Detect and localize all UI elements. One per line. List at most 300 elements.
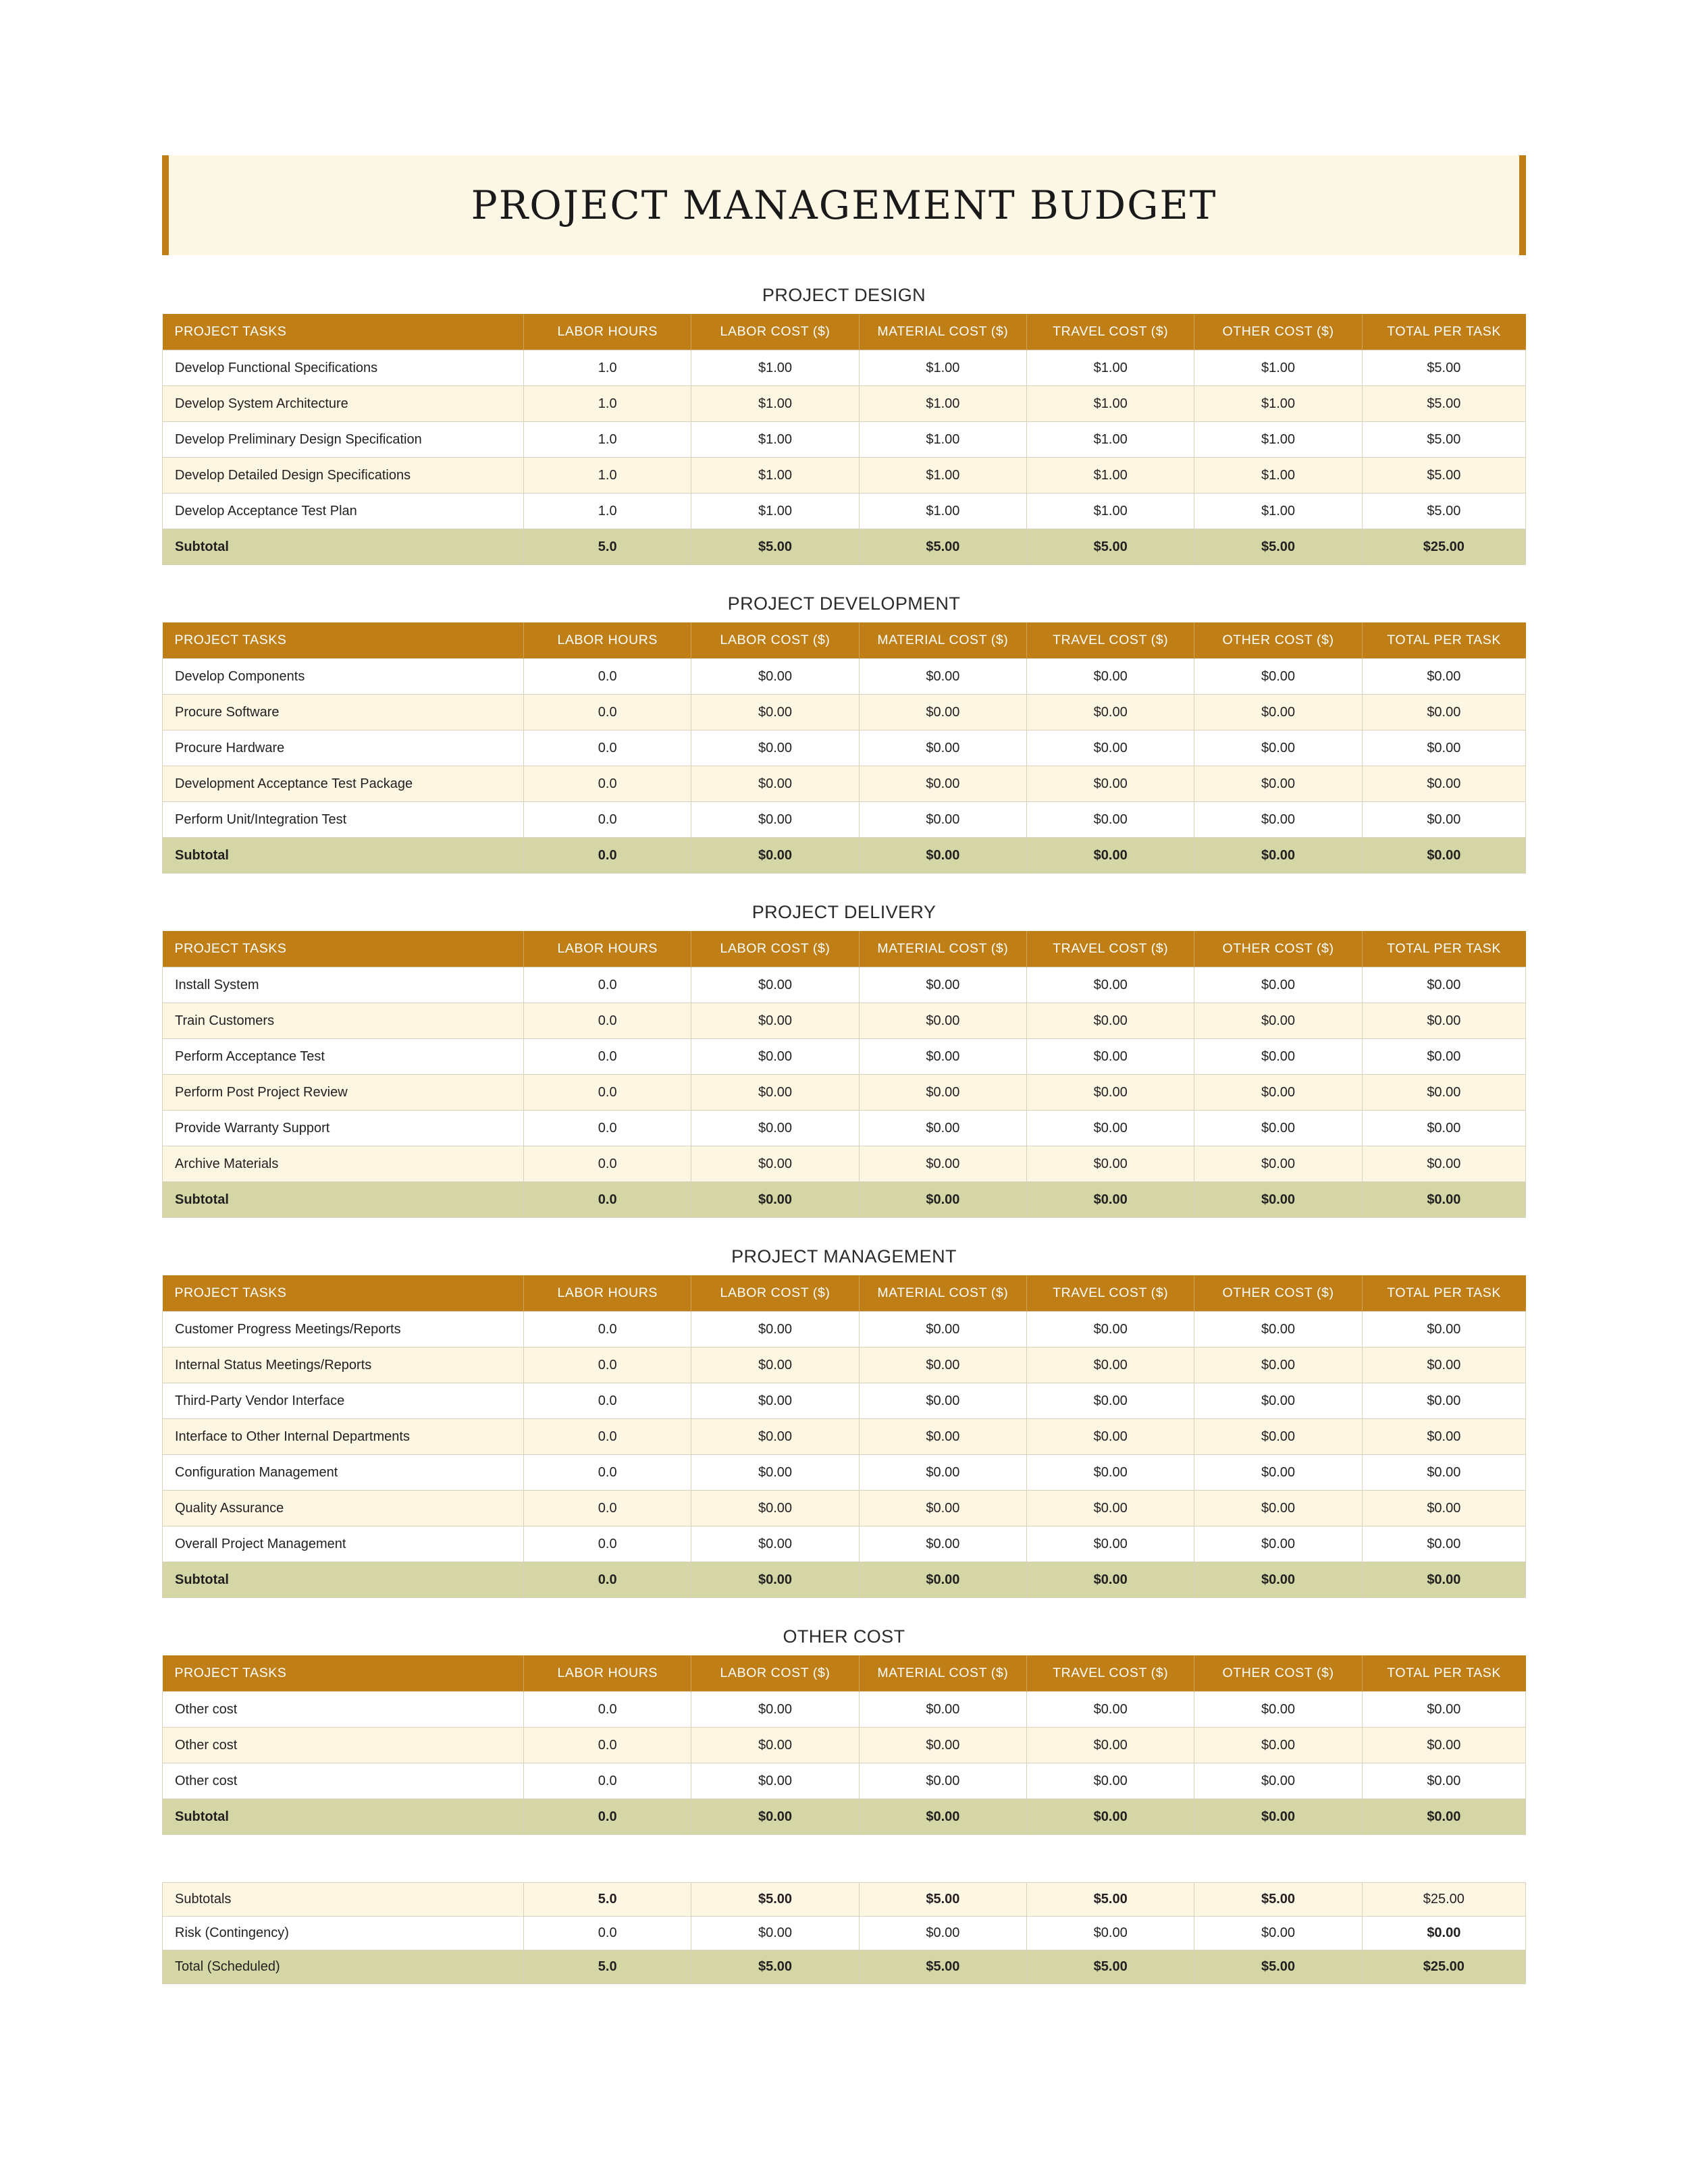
value-cell: 0.0 xyxy=(524,695,691,730)
value-cell: $0.00 xyxy=(1194,1111,1362,1146)
budget-section xyxy=(162,1241,1526,1598)
column-header: MATERIAL COST ($) xyxy=(859,314,1026,350)
value-cell: $1.00 xyxy=(1194,350,1362,386)
value-cell: $5.00 xyxy=(1362,422,1525,458)
subtotal-value: $0.00 xyxy=(859,1182,1026,1218)
value-cell: $0.00 xyxy=(859,1763,1026,1799)
value-cell: $0.00 xyxy=(1194,1728,1362,1763)
value-cell: $0.00 xyxy=(1362,1312,1525,1348)
value-cell: $0.00 xyxy=(859,1383,1026,1419)
value-cell: 0.0 xyxy=(524,1003,691,1039)
task-name-cell: Other cost xyxy=(163,1692,524,1728)
column-header: OTHER COST ($) xyxy=(1194,1275,1362,1312)
table-row xyxy=(163,1039,1526,1075)
column-header: LABOR HOURS xyxy=(524,622,691,659)
column-header: TOTAL PER TASK xyxy=(1362,931,1525,967)
value-cell: 1.0 xyxy=(524,494,691,529)
task-name-cell: Install System xyxy=(163,967,524,1003)
value-cell: $0.00 xyxy=(1362,1728,1525,1763)
value-cell: $0.00 xyxy=(1362,1692,1525,1728)
table-row xyxy=(163,730,1526,766)
value-cell: $0.00 xyxy=(1362,802,1525,838)
value-cell: $0.00 xyxy=(1194,695,1362,730)
value-cell: $0.00 xyxy=(1194,1383,1362,1419)
table-header-row xyxy=(163,622,1526,659)
subtotal-value: $0.00 xyxy=(859,838,1026,874)
value-cell: $0.00 xyxy=(1027,1075,1194,1111)
table-row xyxy=(163,1692,1526,1728)
value-cell: $0.00 xyxy=(691,730,859,766)
subtotal-value: $0.00 xyxy=(691,1182,859,1218)
value-cell: $0.00 xyxy=(859,766,1026,802)
column-header: MATERIAL COST ($) xyxy=(859,1275,1026,1312)
subtotal-row xyxy=(163,838,1526,874)
value-cell: $0.00 xyxy=(1027,1146,1194,1182)
column-header: LABOR HOURS xyxy=(524,931,691,967)
value-cell: 1.0 xyxy=(524,458,691,494)
value-cell: $1.00 xyxy=(859,386,1026,422)
table-header-row xyxy=(163,931,1526,967)
value-cell: 0.0 xyxy=(524,1312,691,1348)
value-cell: $0.00 xyxy=(1027,1526,1194,1562)
section-title: OTHER COST xyxy=(783,1626,905,1647)
value-cell: $0.00 xyxy=(1194,802,1362,838)
subtotal-value: $0.00 xyxy=(691,1562,859,1598)
value-cell: $0.00 xyxy=(1027,1312,1194,1348)
table-row xyxy=(163,1383,1526,1419)
totals-value: 5.0 xyxy=(524,1883,691,1917)
totals-value: $5.00 xyxy=(859,1950,1026,1984)
value-cell: $0.00 xyxy=(691,1491,859,1526)
table-header-row xyxy=(163,1655,1526,1692)
value-cell: 0.0 xyxy=(524,1763,691,1799)
task-name-cell: Internal Status Meetings/Reports xyxy=(163,1348,524,1383)
value-cell: $0.00 xyxy=(691,1526,859,1562)
value-cell: 0.0 xyxy=(524,1491,691,1526)
subtotal-value: $0.00 xyxy=(1027,1182,1194,1218)
column-header: OTHER COST ($) xyxy=(1194,1655,1362,1692)
table-row xyxy=(163,1728,1526,1763)
totals-label: Total (Scheduled) xyxy=(163,1950,524,1984)
value-cell: 0.0 xyxy=(524,1526,691,1562)
value-cell: $0.00 xyxy=(1027,967,1194,1003)
column-header: OTHER COST ($) xyxy=(1194,622,1362,659)
subtotal-value: 0.0 xyxy=(524,1562,691,1598)
column-header: LABOR COST ($) xyxy=(691,1655,859,1692)
subtotal-value: $0.00 xyxy=(1027,838,1194,874)
value-cell: 0.0 xyxy=(524,802,691,838)
subtotal-label: Subtotal xyxy=(163,1182,524,1218)
section-title: PROJECT DELIVERY xyxy=(751,902,937,922)
section-title: PROJECT MANAGEMENT xyxy=(731,1246,957,1267)
subtotal-value: $0.00 xyxy=(1362,1182,1525,1218)
budget-table xyxy=(162,314,1526,565)
subtotal-value: $0.00 xyxy=(1027,1799,1194,1835)
value-cell: $0.00 xyxy=(1362,766,1525,802)
totals-value: $25.00 xyxy=(1362,1883,1525,1917)
title-banner xyxy=(162,155,1526,255)
value-cell: $0.00 xyxy=(1362,730,1525,766)
value-cell: $0.00 xyxy=(1194,1075,1362,1111)
task-name-cell: Develop Components xyxy=(163,659,524,695)
task-name-cell: Procure Software xyxy=(163,695,524,730)
subtotal-value: $0.00 xyxy=(691,838,859,874)
value-cell: $0.00 xyxy=(1194,1312,1362,1348)
column-header: PROJECT TASKS xyxy=(163,1275,524,1312)
task-name-cell: Perform Unit/Integration Test xyxy=(163,802,524,838)
budget-table xyxy=(162,1275,1526,1598)
subtotal-value: $0.00 xyxy=(1194,1562,1362,1598)
value-cell: $1.00 xyxy=(1194,494,1362,529)
value-cell: $1.00 xyxy=(691,350,859,386)
value-cell: $0.00 xyxy=(859,730,1026,766)
value-cell: $0.00 xyxy=(1027,1692,1194,1728)
totals-value: $5.00 xyxy=(691,1950,859,1984)
value-cell: $0.00 xyxy=(859,1728,1026,1763)
table-row xyxy=(163,1763,1526,1799)
subtotal-value: $0.00 xyxy=(1194,1799,1362,1835)
value-cell: $0.00 xyxy=(691,695,859,730)
task-name-cell: Provide Warranty Support xyxy=(163,1111,524,1146)
value-cell: $5.00 xyxy=(1362,458,1525,494)
value-cell: 0.0 xyxy=(524,1455,691,1491)
value-cell: $0.00 xyxy=(1362,1455,1525,1491)
column-header: PROJECT TASKS xyxy=(163,931,524,967)
budget-section xyxy=(162,279,1526,565)
column-header: TRAVEL COST ($) xyxy=(1027,1655,1194,1692)
value-cell: $0.00 xyxy=(1362,1075,1525,1111)
value-cell: $1.00 xyxy=(1194,386,1362,422)
subtotal-value: $0.00 xyxy=(1194,1182,1362,1218)
table-row xyxy=(163,1111,1526,1146)
value-cell: $0.00 xyxy=(1027,1039,1194,1075)
value-cell: $0.00 xyxy=(1027,1383,1194,1419)
value-cell: $0.00 xyxy=(859,1312,1026,1348)
value-cell: $1.00 xyxy=(691,458,859,494)
budget-section xyxy=(162,897,1526,1218)
totals-value: $0.00 xyxy=(1194,1917,1362,1950)
subtotal-value: 0.0 xyxy=(524,838,691,874)
value-cell: $0.00 xyxy=(859,1003,1026,1039)
value-cell: $0.00 xyxy=(1027,659,1194,695)
subtotal-row xyxy=(163,1562,1526,1598)
value-cell: 0.0 xyxy=(524,659,691,695)
subtotal-value: $5.00 xyxy=(1027,529,1194,565)
value-cell: $0.00 xyxy=(691,1312,859,1348)
value-cell: $0.00 xyxy=(1362,967,1525,1003)
value-cell: $0.00 xyxy=(691,1003,859,1039)
totals-value: $25.00 xyxy=(1362,1950,1525,1984)
value-cell: $0.00 xyxy=(691,1039,859,1075)
value-cell: 0.0 xyxy=(524,1692,691,1728)
value-cell: $0.00 xyxy=(1362,659,1525,695)
task-name-cell: Develop Acceptance Test Plan xyxy=(163,494,524,529)
value-cell: $0.00 xyxy=(859,1692,1026,1728)
table-row xyxy=(163,350,1526,386)
value-cell: $0.00 xyxy=(859,1526,1026,1562)
task-name-cell: Develop Functional Specifications xyxy=(163,350,524,386)
value-cell: $0.00 xyxy=(1194,730,1362,766)
totals-value: $5.00 xyxy=(859,1883,1026,1917)
subtotal-value: $0.00 xyxy=(859,1562,1026,1598)
section-title: PROJECT DEVELOPMENT xyxy=(727,593,961,614)
task-name-cell: Third-Party Vendor Interface xyxy=(163,1383,524,1419)
totals-label: Subtotals xyxy=(163,1883,524,1917)
budget-table xyxy=(162,931,1526,1218)
value-cell: $0.00 xyxy=(691,1146,859,1182)
totals-row xyxy=(163,1917,1526,1950)
totals-value: $0.00 xyxy=(1362,1917,1525,1950)
column-header: TOTAL PER TASK xyxy=(1362,314,1525,350)
table-row xyxy=(163,766,1526,802)
value-cell: $1.00 xyxy=(691,422,859,458)
task-name-cell: Train Customers xyxy=(163,1003,524,1039)
value-cell: $1.00 xyxy=(1194,458,1362,494)
column-header: LABOR HOURS xyxy=(524,314,691,350)
column-header: LABOR COST ($) xyxy=(691,622,859,659)
column-header: OTHER COST ($) xyxy=(1194,931,1362,967)
task-name-cell: Development Acceptance Test Package xyxy=(163,766,524,802)
task-name-cell: Configuration Management xyxy=(163,1455,524,1491)
value-cell: $1.00 xyxy=(859,422,1026,458)
value-cell: $0.00 xyxy=(859,1491,1026,1526)
column-header: PROJECT TASKS xyxy=(163,622,524,659)
section-title: PROJECT DESIGN xyxy=(762,285,926,305)
totals-label: Risk (Contingency) xyxy=(163,1917,524,1950)
table-row xyxy=(163,386,1526,422)
value-cell: $0.00 xyxy=(1194,1455,1362,1491)
value-cell: 0.0 xyxy=(524,1075,691,1111)
subtotal-value: $25.00 xyxy=(1362,529,1525,565)
subtotal-value: $0.00 xyxy=(1362,1562,1525,1598)
totals-table xyxy=(162,1882,1526,1984)
table-row xyxy=(163,1419,1526,1455)
table-row xyxy=(163,1491,1526,1526)
value-cell: $0.00 xyxy=(1194,1003,1362,1039)
column-header: MATERIAL COST ($) xyxy=(859,931,1026,967)
value-cell: $0.00 xyxy=(691,1348,859,1383)
value-cell: $5.00 xyxy=(1362,350,1525,386)
value-cell: $0.00 xyxy=(1027,766,1194,802)
value-cell: $1.00 xyxy=(1194,422,1362,458)
value-cell: $0.00 xyxy=(1362,1039,1525,1075)
value-cell: $1.00 xyxy=(1027,422,1194,458)
value-cell: $0.00 xyxy=(691,1111,859,1146)
totals-value: $0.00 xyxy=(859,1917,1026,1950)
totals-block xyxy=(162,1882,1526,1984)
value-cell: 0.0 xyxy=(524,1111,691,1146)
value-cell: $0.00 xyxy=(1027,1003,1194,1039)
value-cell: $0.00 xyxy=(1362,1491,1525,1526)
subtotal-value: 0.0 xyxy=(524,1799,691,1835)
column-header: OTHER COST ($) xyxy=(1194,314,1362,350)
table-row xyxy=(163,1526,1526,1562)
column-header: PROJECT TASKS xyxy=(163,314,524,350)
totals-value: $5.00 xyxy=(1194,1883,1362,1917)
column-header: LABOR HOURS xyxy=(524,1275,691,1312)
column-header: LABOR COST ($) xyxy=(691,1275,859,1312)
value-cell: $0.00 xyxy=(691,967,859,1003)
column-header: LABOR COST ($) xyxy=(691,931,859,967)
totals-row xyxy=(163,1883,1526,1917)
subtotal-value: $0.00 xyxy=(1362,1799,1525,1835)
subtotal-label: Subtotal xyxy=(163,1562,524,1598)
task-name-cell: Perform Acceptance Test xyxy=(163,1039,524,1075)
column-header: PROJECT TASKS xyxy=(163,1655,524,1692)
totals-value: 0.0 xyxy=(524,1917,691,1950)
value-cell: $0.00 xyxy=(691,1763,859,1799)
value-cell: $0.00 xyxy=(1027,730,1194,766)
subtotal-label: Subtotal xyxy=(163,529,524,565)
value-cell: $0.00 xyxy=(1194,1039,1362,1075)
column-header: TRAVEL COST ($) xyxy=(1027,931,1194,967)
budget-section xyxy=(162,1621,1526,1835)
table-row xyxy=(163,967,1526,1003)
column-header: LABOR HOURS xyxy=(524,1655,691,1692)
subtotal-row xyxy=(163,1799,1526,1835)
value-cell: $1.00 xyxy=(859,458,1026,494)
value-cell: $0.00 xyxy=(1194,1146,1362,1182)
subtotal-value: $0.00 xyxy=(1194,838,1362,874)
value-cell: $0.00 xyxy=(691,659,859,695)
table-row xyxy=(163,1075,1526,1111)
value-cell: $5.00 xyxy=(1362,494,1525,529)
table-row xyxy=(163,1455,1526,1491)
value-cell: 1.0 xyxy=(524,350,691,386)
table-row xyxy=(163,1003,1526,1039)
subtotal-row xyxy=(163,1182,1526,1218)
value-cell: $0.00 xyxy=(1027,1455,1194,1491)
totals-value: $5.00 xyxy=(1194,1950,1362,1984)
value-cell: $0.00 xyxy=(691,802,859,838)
subtotal-value: $0.00 xyxy=(691,1799,859,1835)
value-cell: $0.00 xyxy=(1194,1763,1362,1799)
value-cell: $0.00 xyxy=(1194,659,1362,695)
value-cell: $0.00 xyxy=(691,1692,859,1728)
task-name-cell: Develop System Architecture xyxy=(163,386,524,422)
table-row xyxy=(163,1348,1526,1383)
column-header: MATERIAL COST ($) xyxy=(859,1655,1026,1692)
value-cell: $0.00 xyxy=(859,967,1026,1003)
value-cell: $0.00 xyxy=(1194,967,1362,1003)
value-cell: $0.00 xyxy=(1194,1491,1362,1526)
value-cell: $0.00 xyxy=(1027,695,1194,730)
task-name-cell: Develop Detailed Design Specifications xyxy=(163,458,524,494)
subtotal-label: Subtotal xyxy=(163,838,524,874)
value-cell: 0.0 xyxy=(524,1419,691,1455)
value-cell: 0.0 xyxy=(524,766,691,802)
value-cell: $0.00 xyxy=(691,1383,859,1419)
task-name-cell: Overall Project Management xyxy=(163,1526,524,1562)
value-cell: $0.00 xyxy=(1362,1383,1525,1419)
task-name-cell: Interface to Other Internal Departments xyxy=(163,1419,524,1455)
value-cell: $0.00 xyxy=(859,1039,1026,1075)
value-cell: 1.0 xyxy=(524,422,691,458)
value-cell: $1.00 xyxy=(691,386,859,422)
value-cell: $0.00 xyxy=(1027,1348,1194,1383)
value-cell: $0.00 xyxy=(691,1728,859,1763)
table-row xyxy=(163,458,1526,494)
value-cell: $1.00 xyxy=(859,350,1026,386)
subtotal-value: 5.0 xyxy=(524,529,691,565)
subtotal-value: $5.00 xyxy=(1194,529,1362,565)
value-cell: 0.0 xyxy=(524,1728,691,1763)
task-name-cell: Other cost xyxy=(163,1728,524,1763)
value-cell: 1.0 xyxy=(524,386,691,422)
value-cell: $0.00 xyxy=(691,1455,859,1491)
table-header-row xyxy=(163,1275,1526,1312)
totals-value: $0.00 xyxy=(691,1917,859,1950)
value-cell: $0.00 xyxy=(1027,1419,1194,1455)
value-cell: $0.00 xyxy=(859,695,1026,730)
value-cell: $0.00 xyxy=(1362,1419,1525,1455)
value-cell: $1.00 xyxy=(1027,386,1194,422)
value-cell: $0.00 xyxy=(1362,1146,1525,1182)
page-title: PROJECT MANAGEMENT BUDGET xyxy=(471,182,1217,228)
subtotal-value: $0.00 xyxy=(1362,838,1525,874)
column-header: TRAVEL COST ($) xyxy=(1027,314,1194,350)
value-cell: 0.0 xyxy=(524,1348,691,1383)
value-cell: $1.00 xyxy=(1027,458,1194,494)
table-row xyxy=(163,1312,1526,1348)
totals-value: $5.00 xyxy=(1027,1883,1194,1917)
value-cell: $0.00 xyxy=(1027,1491,1194,1526)
budget-sections xyxy=(162,279,1526,1835)
subtotal-row xyxy=(163,529,1526,565)
value-cell: $0.00 xyxy=(1362,1111,1525,1146)
column-header: TRAVEL COST ($) xyxy=(1027,1275,1194,1312)
value-cell: $0.00 xyxy=(859,1146,1026,1182)
table-row xyxy=(163,494,1526,529)
task-name-cell: Quality Assurance xyxy=(163,1491,524,1526)
totals-value: $0.00 xyxy=(1027,1917,1194,1950)
column-header: TOTAL PER TASK xyxy=(1362,622,1525,659)
value-cell: $0.00 xyxy=(859,1419,1026,1455)
subtotal-value: 0.0 xyxy=(524,1182,691,1218)
value-cell: $0.00 xyxy=(691,766,859,802)
table-row xyxy=(163,422,1526,458)
subtotal-label: Subtotal xyxy=(163,1799,524,1835)
subtotal-value: $5.00 xyxy=(691,529,859,565)
value-cell: $0.00 xyxy=(859,1348,1026,1383)
value-cell: $0.00 xyxy=(1194,1419,1362,1455)
totals-value: $5.00 xyxy=(1027,1950,1194,1984)
value-cell: $0.00 xyxy=(859,1455,1026,1491)
column-header: TOTAL PER TASK xyxy=(1362,1655,1525,1692)
task-name-cell: Archive Materials xyxy=(163,1146,524,1182)
table-row xyxy=(163,1146,1526,1182)
column-header: TOTAL PER TASK xyxy=(1362,1275,1525,1312)
subtotal-value: $5.00 xyxy=(859,529,1026,565)
value-cell: $0.00 xyxy=(1362,695,1525,730)
value-cell: 0.0 xyxy=(524,730,691,766)
value-cell: $0.00 xyxy=(1194,1526,1362,1562)
value-cell: $5.00 xyxy=(1362,386,1525,422)
value-cell: $0.00 xyxy=(1362,1526,1525,1562)
column-header: LABOR COST ($) xyxy=(691,314,859,350)
value-cell: $0.00 xyxy=(1362,1348,1525,1383)
budget-table xyxy=(162,622,1526,874)
value-cell: $0.00 xyxy=(1194,766,1362,802)
budget-section xyxy=(162,588,1526,874)
value-cell: $1.00 xyxy=(1027,494,1194,529)
value-cell: 0.0 xyxy=(524,1039,691,1075)
totals-row xyxy=(163,1950,1526,1984)
value-cell: 0.0 xyxy=(524,1383,691,1419)
value-cell: $1.00 xyxy=(859,494,1026,529)
value-cell: 0.0 xyxy=(524,1146,691,1182)
value-cell: $0.00 xyxy=(1027,1111,1194,1146)
